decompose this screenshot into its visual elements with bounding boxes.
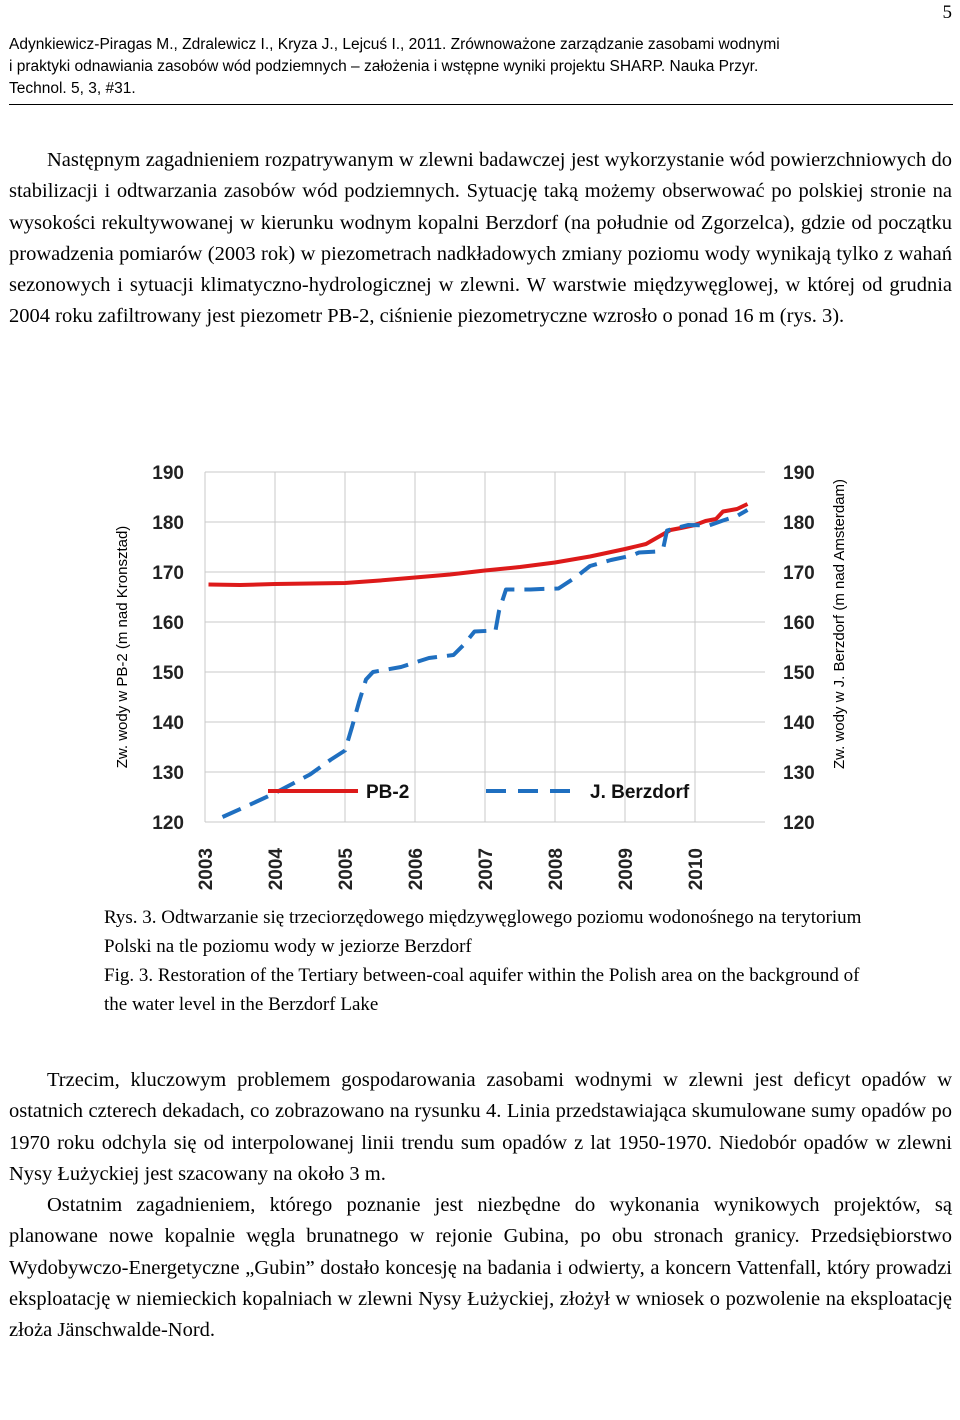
citation-header: [9, 34, 953, 100]
x-tick-label: 2004: [266, 848, 287, 891]
figure-caption-polish: [104, 904, 864, 961]
legend-label: J. Berzdorf: [590, 782, 690, 803]
figure-caption-english: [104, 962, 864, 1019]
paragraph-1: Następnym zagadnieniem rozpatrywanym w zlewni badawczej jest wykorzystanie wód powierzchniowych do stabilizacji i odtwarzania zasobów wód podziemnych. Sytuację taką możemy obserwować po polskiej stronie na wysokości rekultywowanej w kierunku wodnym kopalni Berzdorf (na południe od Zgorzelca), gdzie od początku prowadzenia pomiarów (2003 rok) w piezometrach nadkładowych zmiany poziomu wody wynikają tylko z wahań sezonowych i sytuacji klimatyczno-hydrologicznej w zlewni. W warstwie międzywęglowej, w której od grudnia 2004 roku zafiltrowany jest piezometr PB-2, ciśnienie piezometryczne wzrosło o ponad 16 m (rys. 3).: [9, 149, 952, 328]
y-tick-label-right: 150: [783, 663, 815, 684]
y-tick-label-right: 190: [783, 463, 815, 484]
caption-pl-text: Rys. 3. Odtwarzanie się trzeciorzędowego międzywęglowego poziomu wodonośnego na terytorium Polski na tle poziomu wody w jeziorze Berzdorf: [104, 907, 862, 957]
citation-line-1: Adynkiewicz-Piragas M., Zdralewicz I., Kryza J., Lejcuś I., 2011. Zrównoważone zarządzanie zasobami wodnymi: [9, 36, 780, 53]
y-axis-label-left: Zw. wody w PB-2 (m nad Kronsztad): [114, 525, 131, 769]
y-tick-label-left: 170: [152, 563, 184, 584]
body-section-top: [9, 145, 952, 333]
y-tick-label-left: 150: [152, 663, 184, 684]
series-line-pb2: [209, 504, 748, 585]
x-tick-label: 2009: [616, 848, 637, 891]
chart-tick-labels: [152, 463, 814, 890]
y-tick-label-right: 180: [783, 513, 815, 534]
y-tick-label-right: 120: [783, 813, 815, 834]
y-tick-label-right: 160: [783, 613, 815, 634]
paragraph-2: Trzecim, kluczowym problemem gospodarowania zasobami wodnymi w zlewni jest deficyt opadów w ostatnich czterech dekadach, co zobrazowano na rysunku 4. Linia przedstawiająca skumulowane sumy opadów po 1970 roku odchyla się od interpolowanej linii trendu sum opadów z lat 1950-1970. Niedobór opadów w zlewni Nysy Łużyckiej jest szacowany na około 3 m.: [9, 1069, 952, 1185]
y-tick-label-left: 180: [152, 513, 184, 534]
legend-label: PB-2: [366, 782, 410, 803]
y-axis-label-right: Zw. wody w J. Berzdorf (m nad Amsterdam): [831, 478, 848, 770]
citation-line-2: i praktyki odnawiania zasobów wód podziemnych – założenia i wstępne wyniki projektu SHARP. Nauka Przyr.: [9, 58, 759, 75]
citation-line-3: Technol. 5, 3, #31.: [9, 80, 136, 97]
y-tick-label-left: 120: [152, 813, 184, 834]
y-tick-label-right: 130: [783, 763, 815, 784]
y-tick-label-left: 130: [152, 763, 184, 784]
x-tick-label: 2008: [546, 848, 567, 891]
x-tick-label: 2003: [196, 848, 217, 891]
chart-legend: [268, 782, 690, 803]
caption-en-text: Fig. 3. Restoration of the Tertiary between-coal aquifer within the Polish area on the background of the water level in the Berzdorf Lake: [104, 965, 860, 1015]
x-tick-label: 2005: [336, 848, 357, 891]
chart-series: [209, 504, 748, 817]
y-tick-label-left: 160: [152, 613, 184, 634]
chart-gridlines: [205, 472, 765, 822]
header-rule: [9, 104, 953, 105]
x-tick-label: 2010: [686, 848, 707, 891]
x-tick-label: 2007: [476, 848, 497, 891]
page-number: 5: [942, 2, 952, 23]
y-tick-label-left: 190: [152, 463, 184, 484]
y-tick-label-right: 140: [783, 713, 815, 734]
x-tick-label: 2006: [406, 848, 427, 891]
y-tick-label-left: 140: [152, 713, 184, 734]
paragraph-3: Ostatnim zagadnieniem, którego poznanie jest niezbędne do wykonania wynikowych projektów, są planowane nowe kopalnie węgla brunatnego w rejonie Gubina, po obu stronach granicy. Przedsiębiorstwo Wydobywczo-Energetyczne „Gubin” dostało koncesję na badania i odwierty, a koncern Vattenfall, który prowadzi eksploatację w niemieckich kopalniach w zlewni Nysy Łużyckiej, złożył w wniosek o pozwolenie na eksploatację złoża Jänschwalde-Nord.: [9, 1194, 952, 1342]
y-tick-label-right: 170: [783, 563, 815, 584]
figure-3-chart: [100, 450, 860, 900]
body-section-bottom: [9, 1065, 952, 1347]
